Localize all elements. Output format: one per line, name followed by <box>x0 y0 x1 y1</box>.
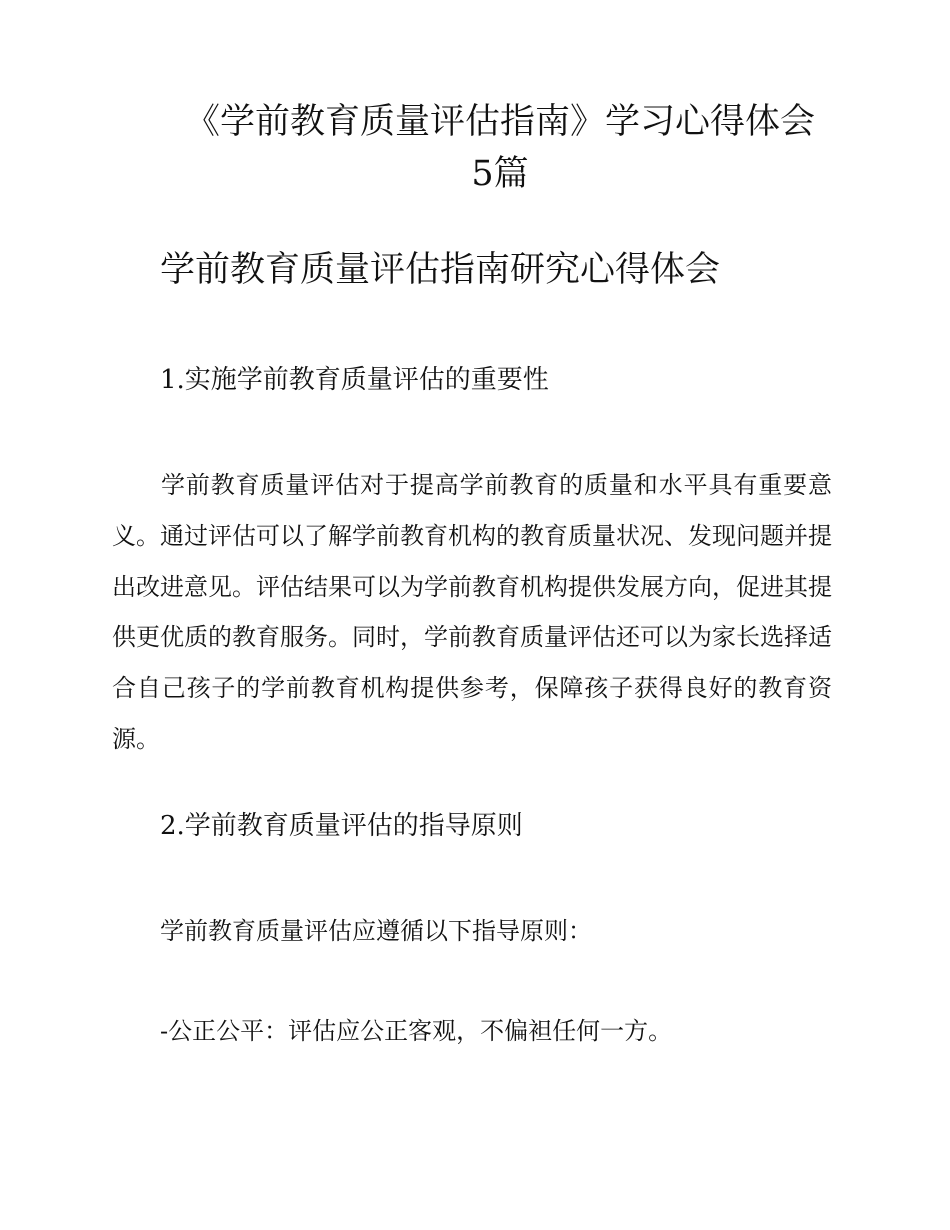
heading-importance: 1.实施学前教育质量评估的重要性 <box>160 365 549 395</box>
section-title: 学前教育质量评估指南研究心得体会 <box>160 250 721 290</box>
paragraph-importance: 学前教育质量评估对于提高学前教育的质量和水平具有重要意义。通过评估可以了解学前教育机构的教育质量状况、发现问题并提出改进意见。评估结果可以为学前教育机构提供发展方向，促进其提供更优质的教育服务。同时，学前教育质量评估还可以为家长选择适合自己孩子的学前教育机构提供参考，保障孩子获得良好的教育资源。 <box>112 471 832 753</box>
principle-fairness: -公正公平：评估应公正客观，不偏袒任何一方。 <box>160 1017 673 1045</box>
document-title <box>150 96 850 200</box>
principles-intro: 学前教育质量评估应遵循以下指导原则： <box>160 917 592 945</box>
heading-principles: 2.学前教育质量评估的指导原则 <box>160 811 523 841</box>
document-title-line-2: 5篇 <box>471 154 529 194</box>
document-title-line-1: 《学前教育质量评估指南》学习心得体会 <box>184 102 815 142</box>
